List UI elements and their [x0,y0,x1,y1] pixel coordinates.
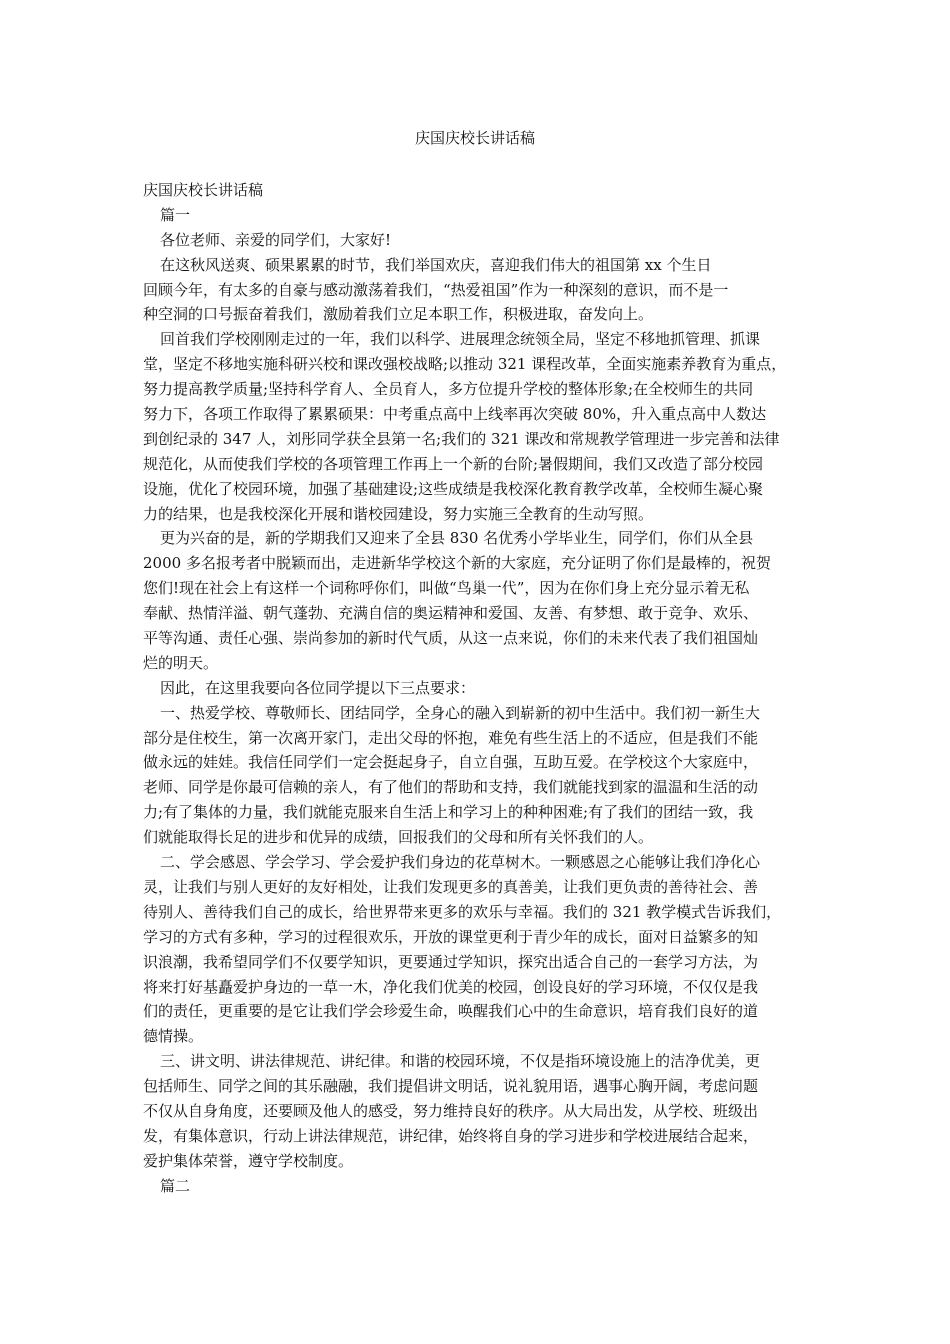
text-line: 到创纪录的 347 人，刘彤同学获全县第一名;我们的 321 课改和常规教学管理进一步完善和法律 [143,429,780,448]
text-line: 力的结果，也是我校深化开展和谐校园建设，努力实施三全教育的生动写照。 [143,504,654,523]
text-line: 努力下，各项工作取得了累累硕果：中考重点高中上线率再次突破 80%，升入重点高中人数达 [143,405,767,424]
text-line: 老师、同学是你最可信赖的亲人，有了他们的帮助和支持，我们就能找到家的温温和生活的动 [143,778,759,797]
text-line: 发，有集体意识，行动上讲法律规范，讲纪律，始终将自身的学习进步和学校进展结合起来， [143,1126,759,1145]
text-line: 在这秋风送爽、硕果累累的时节，我们举国欢庆，喜迎我们伟大的祖国第 xx 个生日 [160,255,712,274]
section-heading-1: 篇一 [160,205,191,224]
document-body [143,178,811,1199]
text-line: 因此，在这里我要向各位同学提以下三点要求： [160,678,476,697]
text-line: 回首我们学校刚刚走过的一年，我们以科学、进展理念统领全局，坚定不移地抓管理、抓课 [160,330,761,349]
text-line: 灵，让我们与别人更好的友好相处，让我们发现更多的真善美，让我们更负责的善待社会、善 [143,877,759,896]
text-line: 识浪潮，我希望同学们不仅要学知识，更要通过学知识，探究出适合自己的一套学习方法，为 [143,952,759,971]
text-line: 三、讲文明、讲法律规范、讲纪律。和谐的校园环境，不仅是指环境设施上的洁净优美，更 [160,1052,761,1071]
text-line: 烂的明天。 [143,653,219,672]
text-line: 堂，坚定不移地实施科研兴校和课改强校战略;以推动 321 课程改革，全面实施素养教育为重点， [143,355,787,374]
text-line: 二、学会感恩、学会学习、学会爱护我们身边的花草树木。一颗感恩之心能够让我们净化心 [160,853,761,872]
text-line: 2000 多名报考者中脱颖而出，走进新华学校这个新的大家庭，充分证明了你们是最棒的，祝贺 [143,554,771,573]
text-line: 待别人、善待我们自己的成长，给世界带来更多的欢乐与幸福。我们的 321 教学模式告诉我们， [143,902,782,921]
text-line: 德情操。 [143,1027,204,1046]
text-line: 包括师生、同学之间的其乐融融，我们提倡讲文明话，说礼貌用语，遇事心胸开阔，考虑问题 [143,1077,759,1096]
text-line: 平等沟通、责任心强、崇尚参加的新时代气质，从这一点来说，你们的未来代表了我们祖国灿 [143,629,759,648]
text-line: 学习的方式有多种，学习的过程很欢乐，开放的课堂更利于青少年的成长，面对日益繁多的知 [143,927,759,946]
text-line: 奉献、热情洋溢、朝气蓬勃、充满自信的奥运精神和爱国、友善、有梦想、敢于竞争、欢乐、 [143,604,759,623]
text-line: 规范化，从而使我们学校的各项管理工作再上一个新的台阶;暑假期间，我们又改造了部分校园 [143,454,764,473]
text-line: 一、热爱学校、尊敬师长、团结同学，全身心的融入到崭新的初中生活中。我们初一新生大 [160,703,761,722]
text-line: 们的责任，更重要的是它让我们学会珍爱生命，唤醒我们心中的生命意识，培育我们良好的道 [143,1002,759,1021]
text-line: 设施，优化了校园环境，加强了基础建设;这些成绩是我校深化教育教学改革，全校师生凝心聚 [143,479,764,498]
text-line: 做永远的娃娃。我信任同学们一定会挺起身子，自立自强，互助互爱。在学校这个大家庭中， [143,753,759,772]
subtitle-line: 庆国庆校长讲话稿 [143,181,264,199]
text-line: 种空洞的口号振奋着我们，激励着我们立足本职工作，积极进取，奋发向上。 [143,305,654,324]
text-line: 力;有了集体的力量，我们就能克服来自生活上和学习上的种种困难;有了我们的团结一致，我 [143,803,754,822]
greeting-line: 各位老师、亲爱的同学们，大家好! [160,230,392,249]
text-line: 您们!现在社会上有这样一个词称呼你们，叫做“鸟巢一代”，因为在你们身上充分显示着无私 [143,579,750,598]
text-line: 爱护集体荣誉，遵守学校制度。 [143,1151,354,1170]
text-line: 们就能取得长足的进步和优异的成绩，回报我们的父母和所有关怀我们的人。 [143,828,654,847]
text-line: 部分是住校生，第一次离开家门，走出父母的怀抱，难免有些生活上的不适应，但是我们不能 [143,728,759,747]
document-title: 庆国庆校长讲话稿 [414,129,535,147]
text-line: 不仅从自身角度，还要顾及他人的感受，努力维持良好的秩序。从大局出发，从学校、班级出 [143,1101,759,1120]
text-line: 努力提高教学质量;坚持科学育人、全员育人，多方位提升学校的整体形象;在全校师生的共同 [143,380,754,399]
text-line: 更为兴奋的是，新的学期我们又迎来了全县 830 名优秀小学毕业生，同学们，你们从全县 [160,529,754,548]
text-line: 将来打好基矗爱护身边的一草一木，净化我们优美的校园，创设良好的学习环境，不仅仅是我 [143,977,759,996]
text-line: 回顾今年，有太多的自豪与感动激荡着我们，“热爱祖国”作为一种深刻的意识，而不是一 [143,280,729,299]
section-heading-2: 篇二 [160,1176,191,1195]
